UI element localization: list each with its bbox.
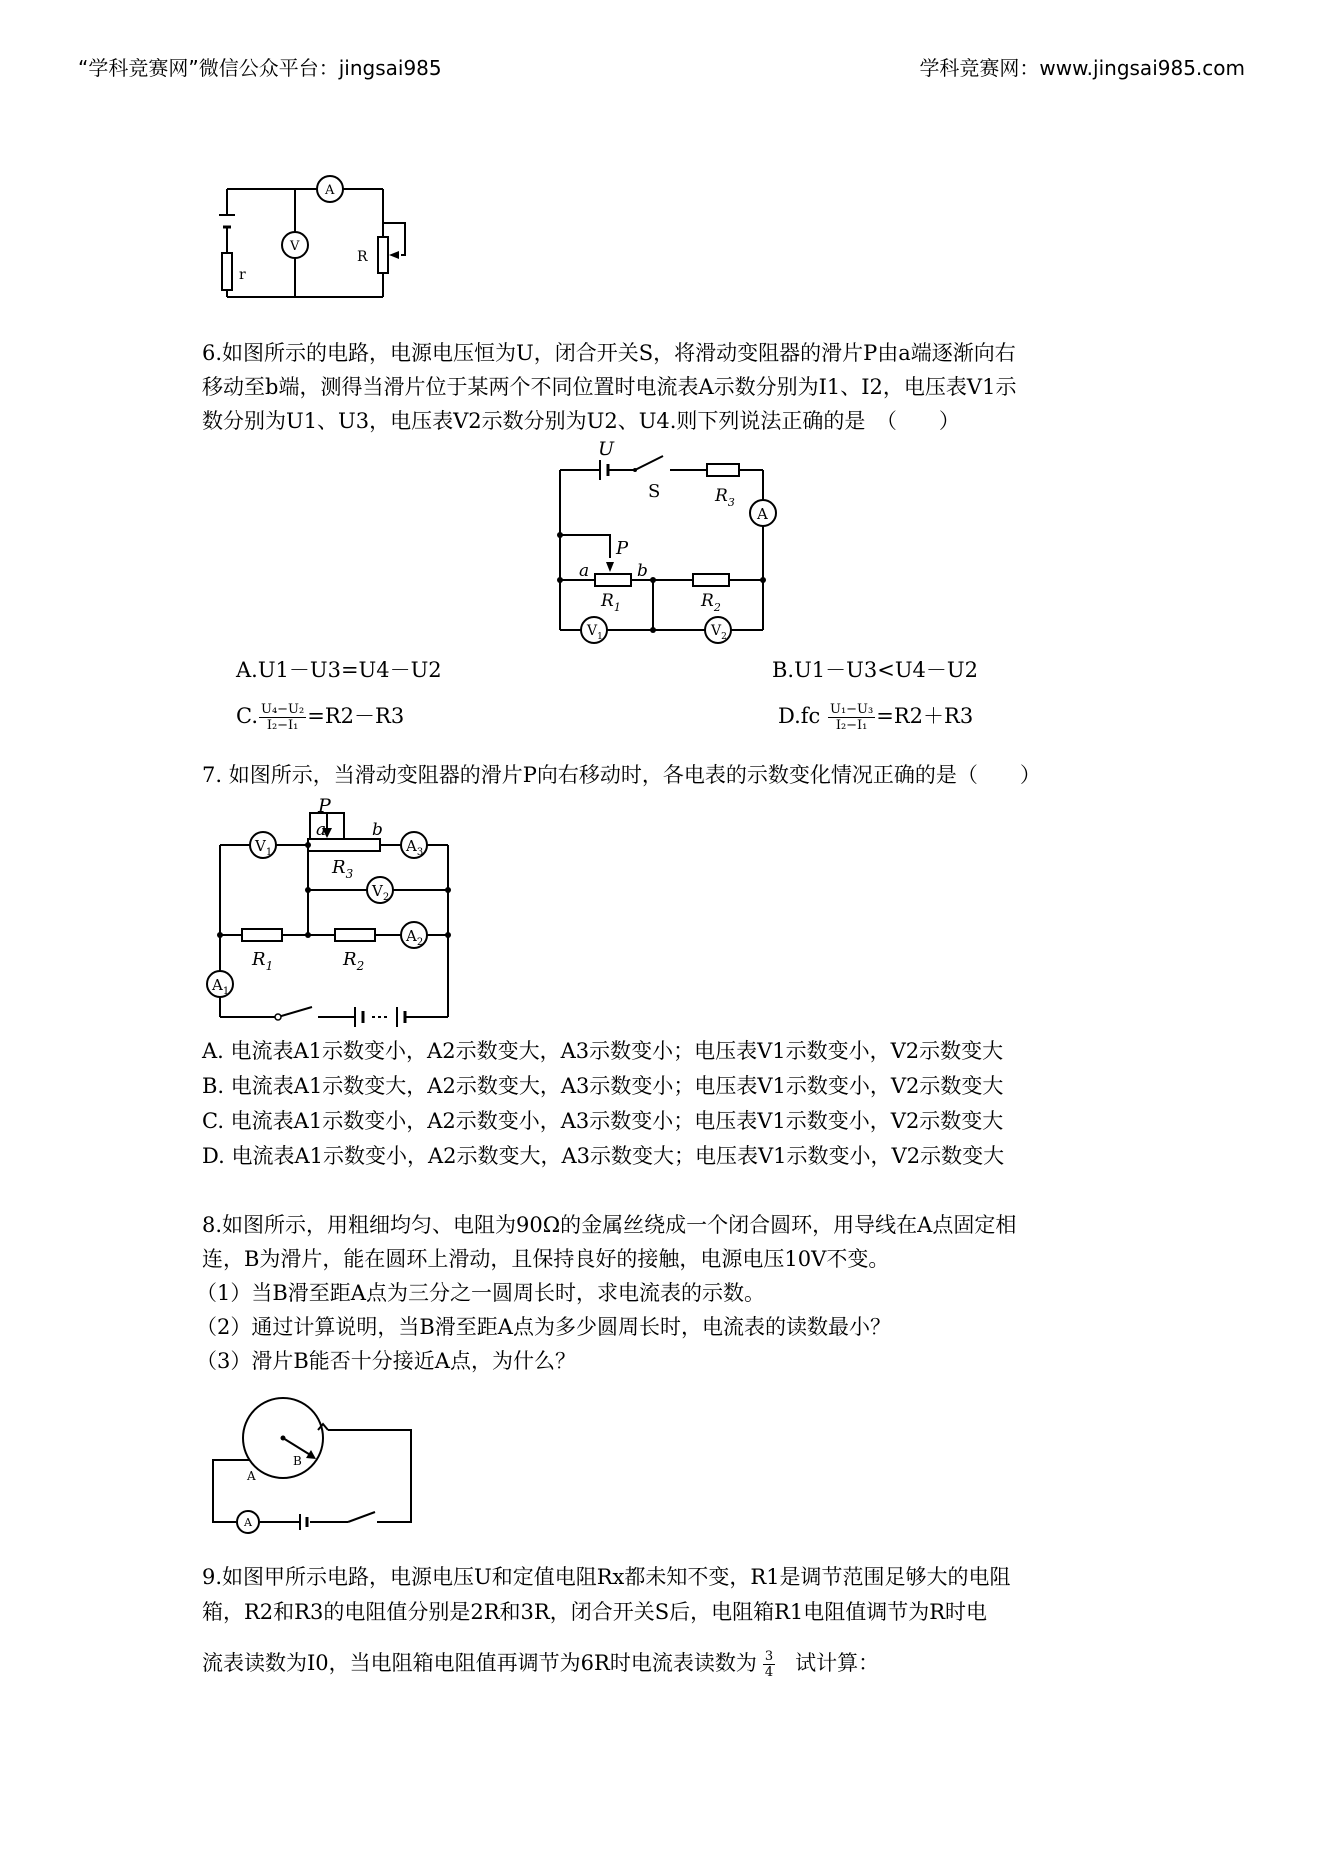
q8-sub1: （1）当B滑至距A点为三分之一圆周长时，求电流表的示数。 (196, 1281, 765, 1305)
label-R1: $R_1$ (252, 949, 274, 973)
q7-option-c: C. 电流表A1示数变小，A2示数变小，A3示数变小；电压表V1示数变小，V2示数变大 (202, 1109, 1004, 1133)
q7-option-d: D. 电流表A1示数变小，A2示数变大，A3示数变大；电压表V1示数变小，V2示数变大 (202, 1144, 1005, 1168)
label-V1: $V_1$ (587, 623, 603, 642)
header-left: “学科竞赛网”微信公众平台：jingsai985 (78, 56, 442, 80)
circuit-diagram-q6 (545, 440, 790, 640)
label-A1: $A_1$ (212, 976, 230, 997)
q7-stem: 7. 如图所示，当滑动变阻器的滑片P向右移动时，各电表的示数变化情况正确的是（ ） (202, 763, 1041, 787)
label-R2: $R_2$ (701, 591, 721, 614)
q8-line1: 8.如图所示，用粗细均匀、电阻为90Ω的金属丝绕成一个闭合圆环，用导线在A点固定相 (202, 1213, 1017, 1237)
label-R2: $R_2$ (343, 949, 365, 973)
circuit-diagram-q5 (205, 175, 435, 315)
q8-sub3: （3）滑片B能否十分接近A点，为什么？ (196, 1349, 576, 1373)
label-V: V (290, 239, 300, 254)
label-A3: $A_3$ (406, 837, 424, 858)
label-R1: $R_1$ (601, 591, 621, 614)
q6-option-c: C. $\frac{\text{U₄−U₂}}{\text{I₂−I₁}}$ =R2－R3 (236, 702, 405, 733)
label-B: B (293, 1454, 302, 1468)
q7-option-b: B. 电流表A1示数变大，A2示数变大，A3示数变小；电压表V1示数变小，V2示数变大 (202, 1074, 1004, 1098)
label-a: a (316, 820, 327, 840)
label-A: A (247, 1469, 256, 1483)
label-P: P (318, 795, 331, 817)
label-b: b (372, 820, 383, 840)
q6-option-a: A.U1－U3=U4－U2 (236, 658, 442, 682)
label-U: U (598, 438, 615, 460)
label-A: A (757, 505, 768, 523)
q6-option-b: B.U1－U3<U4－U2 (772, 658, 978, 682)
q6-line1: 6.如图所示的电路，电源电压恒为U，闭合开关S，将滑动变阻器的滑片P由a端逐渐向右 (202, 341, 1016, 365)
q8-line2: 连，B为滑片，能在圆环上滑动，且保持良好的接触，电源电压10V不变。 (202, 1247, 890, 1271)
q9-line3: 流表读数为I0，当电阻箱电阻值再调节为6R时电流表读数为 $\frac{3}{4}$ 试计算： (202, 1649, 880, 1680)
label-V1: $V_1$ (255, 837, 273, 858)
q7-option-a: A. 电流表A1示数变小，A2示数变大，A3示数变小；电压表V1示数变小，V2示数变大 (202, 1039, 1004, 1063)
label-A: A (325, 183, 335, 198)
q9-line1: 9.如图甲所示电路，电源电压U和定值电阻Rx都未知不变，R1是调节范围足够大的电阻 (202, 1565, 1011, 1589)
label-R3: $R_3$ (332, 857, 354, 881)
circuit-diagram-q8 (205, 1390, 425, 1540)
label-R3: $R_3$ (715, 486, 735, 509)
q6-line3: 数分别为U1、U3，电压表V2示数分别为U2、U4.则下列说法正确的是 （ ） (202, 409, 960, 433)
q8-sub2: （2）通过计算说明，当B滑至距A点为多少圆周长时，电流表的读数最小？ (196, 1315, 891, 1339)
label-R: R (357, 249, 368, 265)
q9-line2: 箱，R2和R3的电阻值分别是2R和3R，闭合开关S后，电阻箱R1电阻值调节为R时电 (202, 1600, 988, 1624)
header-right: 学科竞赛网：www.jingsai985.com (919, 56, 1245, 80)
label-ammeter: A (244, 1516, 252, 1529)
label-a: a (579, 561, 590, 581)
label-V2: $V_2$ (372, 882, 390, 903)
q6-line2: 移动至b端，测得当滑片位于某两个不同位置时电流表A示数分别为I1、I2，电压表V1示 (202, 375, 1017, 399)
label-S: S (648, 481, 661, 502)
circuit-diagram-q7 (200, 795, 460, 1025)
label-V2: $V_2$ (711, 623, 727, 642)
label-A2: $A_2$ (406, 927, 424, 948)
label-r: r (239, 267, 246, 283)
q6-option-d: D.fc $\frac{\text{U₁−U₃}}{\text{I₂−I₁}}$ =R2＋R3 (778, 702, 974, 733)
label-P: P (616, 538, 629, 559)
label-b: b (637, 561, 648, 581)
